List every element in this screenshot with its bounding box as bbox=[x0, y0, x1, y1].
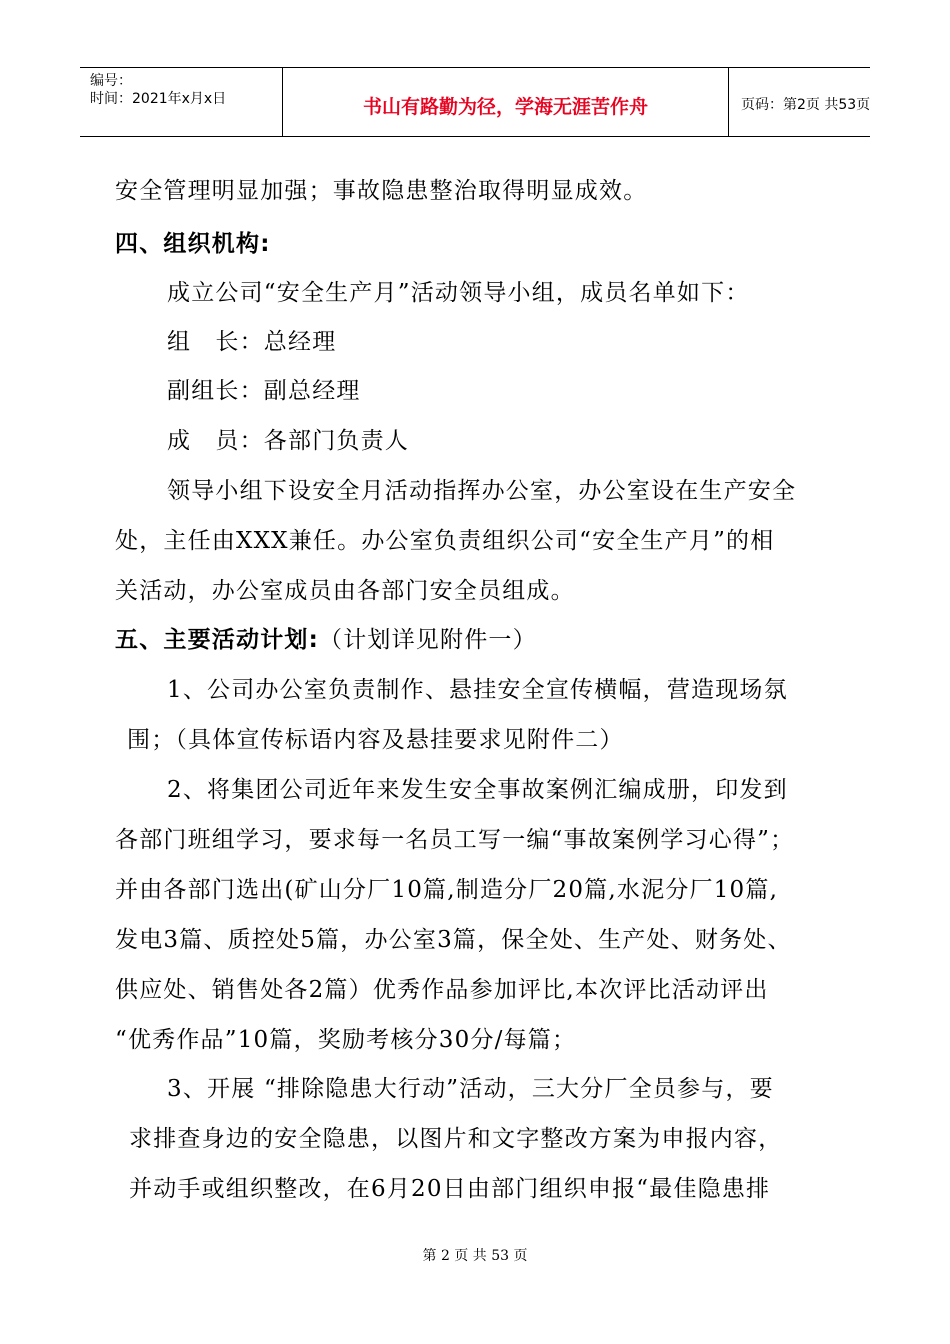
body-line: 2、将集团公司近年来发生安全事故案例汇编成册，印发到 bbox=[167, 777, 788, 803]
body-line: 副组长：副总经理 bbox=[167, 378, 361, 404]
section-heading-activity-plan bbox=[115, 625, 537, 655]
header-page-cell bbox=[729, 68, 870, 136]
section-heading-activity-plan-title: 五、主要活动计划: bbox=[115, 627, 319, 653]
header-number-label: 编号： bbox=[90, 73, 132, 89]
header-motto-cell bbox=[283, 68, 729, 136]
header-meta-cell bbox=[80, 68, 283, 136]
header-motto: 书山有路勤为径，学海无涯苦作舟 bbox=[362, 96, 648, 118]
body-line: 成 员：各部门负责人 bbox=[167, 428, 409, 454]
body-line: 关活动，办公室成员由各部门安全员组成。 bbox=[115, 578, 575, 604]
body-line: 3、开展 “排除隐患大行动”活动，三大分厂全员参与，要 bbox=[167, 1076, 774, 1102]
body-line: 领导小组下设安全月活动指挥办公室，办公室设在生产安全 bbox=[167, 478, 797, 504]
page-header bbox=[80, 67, 870, 137]
body-line: 各部门班组学习，要求每一名员工写一编“事故案例学习心得”； bbox=[115, 827, 795, 853]
body-line: 供应处、销售处各2篇）优秀作品参加评比,本次评比活动评出 bbox=[115, 977, 769, 1003]
header-time-label: 时间：2021年x月x日 bbox=[90, 91, 227, 107]
body-line: 求排查身边的安全隐患，以图片和文字整改方案为申报内容， bbox=[129, 1126, 783, 1152]
section-heading-activity-plan-note: （计划详见附件一） bbox=[319, 627, 537, 653]
page-footer: 第 2 页 共 53 页 bbox=[422, 1248, 528, 1264]
body-line: 发电3篇、质控处5篇，办公室3篇，保全处、生产处、财务处、 bbox=[115, 927, 792, 953]
body-line: 安全管理明显加强；事故隐患整治取得明显成效。 bbox=[115, 178, 648, 204]
body-line: 成立公司“安全生产月”活动领导小组，成员名单如下： bbox=[167, 280, 750, 306]
body-line: 围；（具体宣传标语内容及悬挂要求见附件二） bbox=[127, 727, 624, 753]
body-line: 组 长：总经理 bbox=[167, 329, 337, 355]
body-line: 1、公司办公室负责制作、悬挂安全宣传横幅，营造现场氛 bbox=[167, 677, 788, 703]
body-line: 并由各部门选出(矿山分厂10篇,制造分厂20篇,水泥分厂10篇, bbox=[115, 877, 779, 903]
body-line: 并动手或组织整改，在6月20日由部门组织申报“最佳隐患排 bbox=[129, 1176, 771, 1202]
header-page-info: 页码：第2页 共53页 bbox=[741, 97, 871, 113]
section-heading-organization: 四、组织机构: bbox=[115, 231, 271, 257]
body-line: “优秀作品”10篇，奖励考核分30分/每篇； bbox=[115, 1027, 577, 1053]
body-line: 处，主任由XXX兼任。办公室负责组织公司“安全生产月”的相 bbox=[115, 528, 775, 554]
